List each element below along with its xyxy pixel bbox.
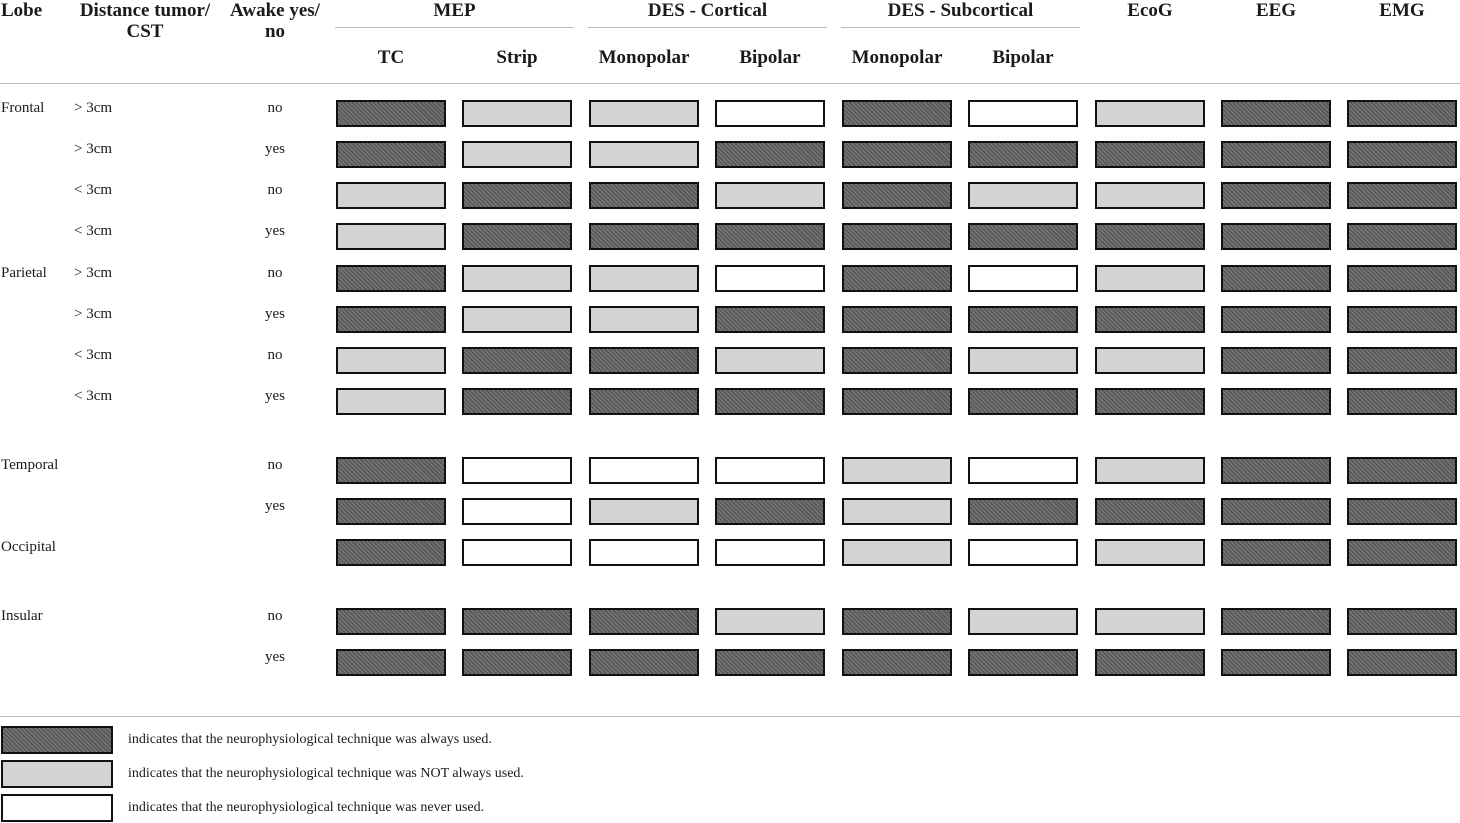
usage-cell <box>715 649 825 676</box>
usage-cell <box>589 141 699 168</box>
legend-text-not-always: indicates that the neurophysiological technique was NOT always used. <box>128 766 524 781</box>
des-cortical-group-rule <box>588 27 827 28</box>
usage-cell <box>715 539 825 566</box>
row-distance-label: < 3cm <box>74 182 113 198</box>
usage-cell <box>1095 347 1205 374</box>
usage-cell <box>968 100 1078 127</box>
usage-cell <box>1221 306 1331 333</box>
usage-cell <box>462 141 572 168</box>
usage-cell <box>842 457 952 484</box>
usage-cell <box>968 141 1078 168</box>
usage-cell <box>336 265 446 292</box>
usage-cell <box>462 539 572 566</box>
usage-cell <box>715 388 825 415</box>
mep-group-rule <box>335 27 574 28</box>
usage-cell <box>715 223 825 250</box>
usage-cell <box>1095 608 1205 635</box>
usage-cell <box>715 265 825 292</box>
row-distance-label: > 3cm <box>74 306 113 322</box>
usage-cell <box>715 182 825 209</box>
usage-cell <box>1347 223 1457 250</box>
usage-cell <box>715 498 825 525</box>
row-awake-label: no <box>267 182 283 198</box>
row-lobe-label: Frontal <box>1 100 45 116</box>
usage-cell <box>336 649 446 676</box>
usage-cell <box>336 457 446 484</box>
row-awake-label: yes <box>265 498 285 514</box>
usage-cell <box>1347 141 1457 168</box>
row-lobe-label: Insular <box>1 608 43 624</box>
header-group-des-subcortical: DES - Subcortical <box>887 0 1034 21</box>
usage-cell <box>968 182 1078 209</box>
usage-cell <box>462 649 572 676</box>
row-awake-label: yes <box>265 141 285 157</box>
usage-cell <box>1347 306 1457 333</box>
usage-cell <box>1221 649 1331 676</box>
usage-cell <box>715 141 825 168</box>
usage-cell <box>1347 608 1457 635</box>
row-awake-label: yes <box>265 649 285 665</box>
header-distance-line2: CST <box>126 21 164 42</box>
row-awake-label: no <box>267 265 283 281</box>
usage-cell <box>1347 649 1457 676</box>
usage-cell <box>336 182 446 209</box>
usage-cell <box>1221 182 1331 209</box>
usage-cell <box>842 539 952 566</box>
usage-cell <box>1095 539 1205 566</box>
usage-cell <box>842 608 952 635</box>
usage-cell <box>462 182 572 209</box>
usage-cell <box>589 388 699 415</box>
legend-text-always: indicates that the neurophysiological technique was always used. <box>128 732 492 747</box>
usage-cell <box>1221 457 1331 484</box>
row-awake-label: no <box>267 100 283 116</box>
row-lobe-label: Occipital <box>1 539 56 555</box>
usage-cell <box>1095 457 1205 484</box>
usage-cell <box>715 100 825 127</box>
row-awake-label: no <box>267 457 283 473</box>
header-divider <box>0 83 1460 84</box>
header-group-emg: EMG <box>1379 0 1425 21</box>
usage-cell <box>1347 347 1457 374</box>
header-group-mep: MEP <box>433 0 476 21</box>
header-group-ecog: EcoG <box>1127 0 1173 21</box>
usage-cell <box>462 223 572 250</box>
usage-cell <box>1095 498 1205 525</box>
usage-cell <box>1347 265 1457 292</box>
usage-cell <box>842 498 952 525</box>
usage-cell <box>1095 182 1205 209</box>
usage-cell <box>842 182 952 209</box>
legend-swatch-never <box>1 794 113 822</box>
usage-cell <box>715 608 825 635</box>
usage-cell <box>842 100 952 127</box>
usage-cell <box>968 457 1078 484</box>
usage-cell <box>968 608 1078 635</box>
usage-cell <box>1347 388 1457 415</box>
header-group-des-cortical: DES - Cortical <box>647 0 768 21</box>
row-awake-label: yes <box>265 388 285 404</box>
usage-cell <box>1347 539 1457 566</box>
usage-cell <box>842 223 952 250</box>
usage-cell <box>968 388 1078 415</box>
subheader-subcortical-bipolar: Bipolar <box>992 47 1054 68</box>
usage-cell <box>1095 649 1205 676</box>
usage-cell <box>1095 141 1205 168</box>
usage-cell <box>589 539 699 566</box>
usage-cell <box>1221 265 1331 292</box>
usage-cell <box>1221 608 1331 635</box>
usage-cell <box>1221 539 1331 566</box>
subheader-cortical-bipolar: Bipolar <box>739 47 801 68</box>
legend-swatch-not-always <box>1 760 113 788</box>
usage-cell <box>589 347 699 374</box>
usage-cell <box>842 347 952 374</box>
usage-cell <box>842 306 952 333</box>
row-awake-label: yes <box>265 223 285 239</box>
usage-cell <box>589 223 699 250</box>
row-distance-label: > 3cm <box>74 265 113 281</box>
usage-cell <box>1095 388 1205 415</box>
usage-cell <box>1347 182 1457 209</box>
usage-cell <box>1095 100 1205 127</box>
usage-cell <box>589 457 699 484</box>
usage-cell <box>462 347 572 374</box>
usage-cell <box>1095 306 1205 333</box>
legend-divider <box>0 716 1460 717</box>
usage-cell <box>336 498 446 525</box>
row-distance-label: > 3cm <box>74 100 113 116</box>
usage-cell <box>715 457 825 484</box>
header-awake <box>225 0 325 42</box>
subheader-cortical-monopolar: Monopolar <box>598 47 690 68</box>
usage-cell <box>968 649 1078 676</box>
usage-cell <box>462 457 572 484</box>
subheader-strip: Strip <box>496 47 538 68</box>
usage-cell <box>1221 347 1331 374</box>
usage-cell <box>589 265 699 292</box>
usage-cell <box>336 223 446 250</box>
usage-cell <box>589 182 699 209</box>
usage-cell <box>1347 457 1457 484</box>
subheader-tc: TC <box>377 47 405 68</box>
usage-cell <box>1095 223 1205 250</box>
usage-cell <box>1347 498 1457 525</box>
row-lobe-label: Temporal <box>1 457 59 473</box>
usage-cell <box>589 608 699 635</box>
usage-cell <box>462 100 572 127</box>
usage-cell <box>1221 100 1331 127</box>
usage-cell <box>589 306 699 333</box>
usage-cell <box>336 100 446 127</box>
usage-cell <box>715 347 825 374</box>
usage-cell <box>1221 223 1331 250</box>
row-awake-label: no <box>267 608 283 624</box>
header-distance <box>74 0 216 42</box>
usage-cell <box>1221 141 1331 168</box>
usage-cell <box>336 388 446 415</box>
usage-cell <box>1221 498 1331 525</box>
usage-cell <box>336 608 446 635</box>
usage-cell <box>589 498 699 525</box>
legend-text-never: indicates that the neurophysiological technique was never used. <box>128 800 485 815</box>
usage-cell <box>462 265 572 292</box>
row-distance-label: < 3cm <box>74 388 113 404</box>
header-awake-line2: no <box>264 21 286 42</box>
header-group-eeg: EEG <box>1255 0 1297 21</box>
legend-swatch-always <box>1 726 113 754</box>
usage-cell <box>462 498 572 525</box>
usage-cell <box>462 608 572 635</box>
usage-cell <box>842 388 952 415</box>
usage-cell <box>968 347 1078 374</box>
usage-cell <box>842 649 952 676</box>
usage-cell <box>842 265 952 292</box>
row-distance-label: > 3cm <box>74 141 113 157</box>
usage-cell <box>336 306 446 333</box>
subheader-subcortical-monopolar: Monopolar <box>851 47 943 68</box>
usage-cell <box>1347 100 1457 127</box>
header-awake-line1: Awake yes/ <box>230 0 320 21</box>
usage-cell <box>968 539 1078 566</box>
row-lobe-label: Parietal <box>1 265 47 281</box>
des-subcortical-group-rule <box>841 27 1080 28</box>
row-awake-label: yes <box>265 306 285 322</box>
usage-cell <box>589 649 699 676</box>
row-awake-label: no <box>267 347 283 363</box>
usage-cell <box>336 141 446 168</box>
usage-cell <box>968 306 1078 333</box>
row-distance-label: < 3cm <box>74 223 113 239</box>
usage-cell <box>462 388 572 415</box>
header-distance-line1: Distance tumor/ <box>79 0 211 21</box>
usage-cell <box>842 141 952 168</box>
usage-cell <box>336 347 446 374</box>
usage-cell <box>589 100 699 127</box>
usage-cell <box>968 265 1078 292</box>
usage-cell <box>1095 265 1205 292</box>
header-lobe: Lobe <box>1 0 43 21</box>
usage-cell <box>1221 388 1331 415</box>
usage-cell <box>715 306 825 333</box>
usage-cell <box>968 223 1078 250</box>
usage-cell <box>336 539 446 566</box>
usage-cell <box>968 498 1078 525</box>
row-distance-label: < 3cm <box>74 347 113 363</box>
usage-cell <box>462 306 572 333</box>
